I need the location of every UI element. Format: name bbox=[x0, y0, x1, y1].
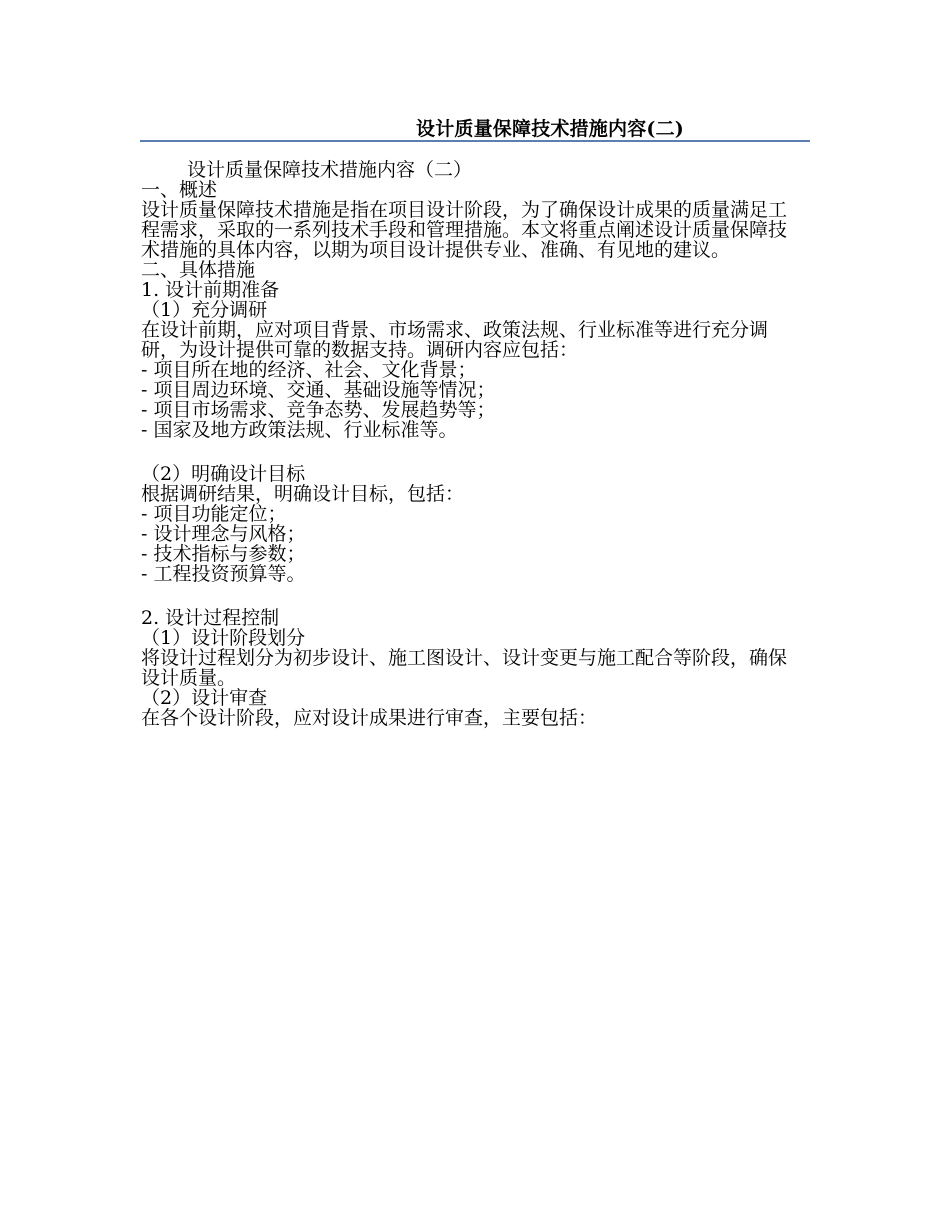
list-item: - 技术指标与参数； bbox=[141, 543, 306, 565]
subheading-stage-division: （1）设计阶段划分 bbox=[141, 627, 306, 649]
stage-division-paragraph: 将设计过程划分为初步设计、施工图设计、设计变更与施工配合等阶段，确保设计质量。 bbox=[141, 647, 788, 689]
section-heading-overview: 一、概述 bbox=[141, 179, 218, 201]
list-item: - 国家及地方政策法规、行业标准等。 bbox=[141, 419, 458, 441]
list-item: - 项目功能定位； bbox=[141, 503, 287, 525]
page-title: 设计质量保障技术措施内容(二) bbox=[416, 118, 684, 140]
subheading-research: （1）充分调研 bbox=[141, 299, 268, 321]
item-heading-process-control: 2. 设计过程控制 bbox=[141, 607, 280, 629]
list-item: - 设计理念与风格； bbox=[141, 523, 306, 545]
page-header bbox=[140, 112, 810, 142]
list-item: - 工程投资预算等。 bbox=[141, 563, 306, 585]
design-review-paragraph: 在各个设计阶段，应对设计成果进行审查，主要包括： bbox=[141, 707, 598, 729]
design-goals-list bbox=[141, 504, 801, 584]
item-heading-preparation: 1. 设计前期准备 bbox=[141, 279, 280, 301]
research-list bbox=[141, 360, 801, 440]
overview-paragraph: 设计质量保障技术措施是指在项目设计阶段，为了确保设计成果的质量满足工程需求，采取的一系列技术手段和管理措施。本文将重点阐述设计质量保障技术措施的具体内容，以期为项目设计提供专业、准确、有见地的建议。 bbox=[141, 199, 788, 261]
section-heading-measures: 二、具体措施 bbox=[141, 259, 256, 281]
research-paragraph: 在设计前期，应对项目背景、市场需求、政策法规、行业标准等进行充分调研，为设计提供可靠的数据支持。调研内容应包括： bbox=[141, 319, 769, 361]
list-item: - 项目所在地的经济、社会、文化背景； bbox=[141, 359, 477, 381]
document-subtitle: 设计质量保障技术措施内容（二） bbox=[187, 159, 473, 181]
subheading-design-goals: （2）明确设计目标 bbox=[141, 463, 306, 485]
subheading-design-review: （2）设计审查 bbox=[141, 687, 268, 709]
list-item: - 项目周边环境、交通、基础设施等情况； bbox=[141, 379, 496, 401]
design-goals-paragraph: 根据调研结果，明确设计目标，包括： bbox=[141, 483, 465, 505]
list-item: - 项目市场需求、竞争态势、发展趋势等； bbox=[141, 399, 496, 421]
document-body bbox=[141, 160, 801, 728]
